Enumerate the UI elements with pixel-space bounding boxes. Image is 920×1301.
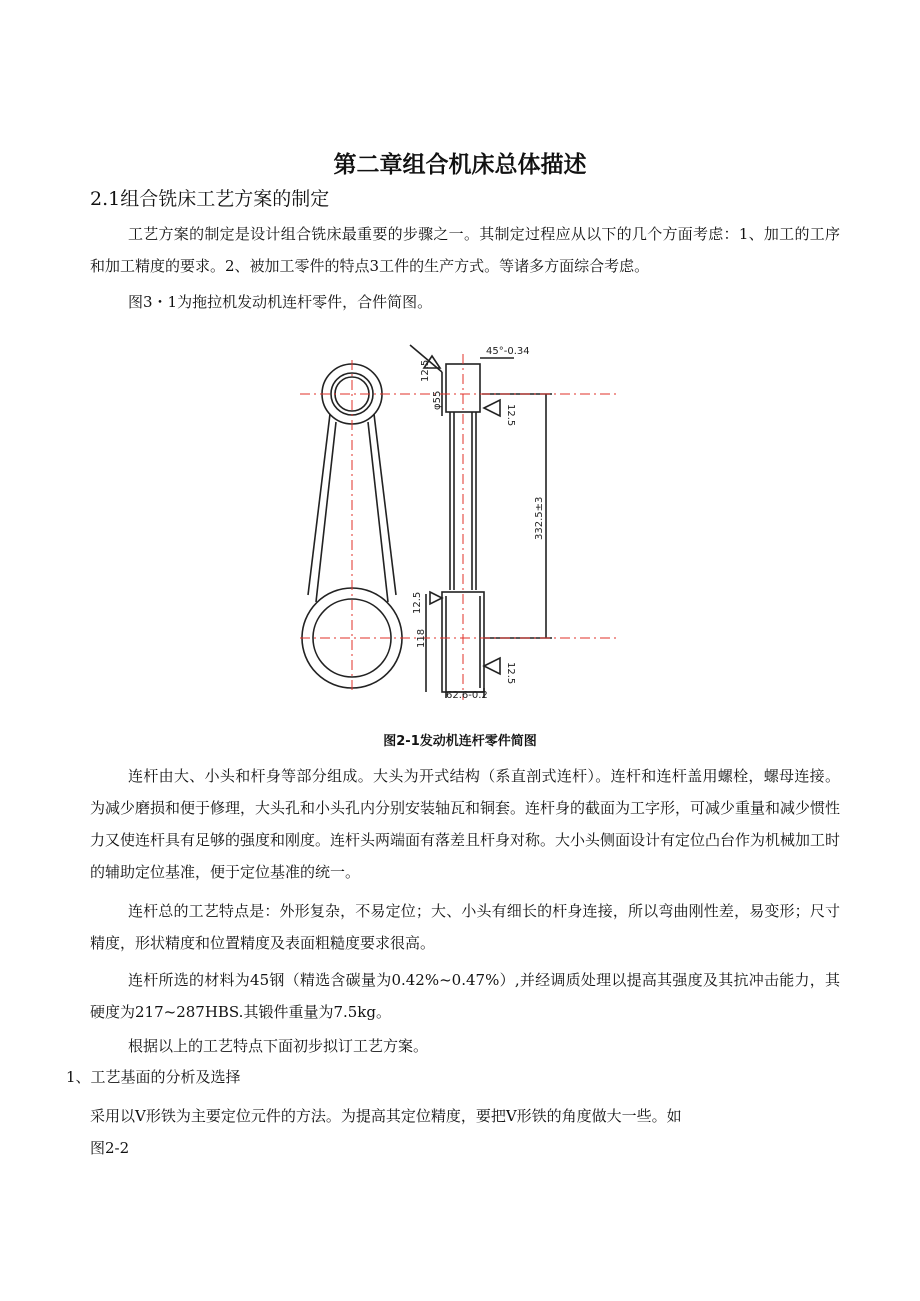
paragraph-1: 工艺方案的制定是设计组合铣床最重要的步骤之一。其制定过程应从以下的几个方面考虑：1、加工的工序和加工精度的要求。2、被加工零件的特点3工件的生产方式。等诸多方面综合考虑。 xyxy=(90,225,840,275)
figure-caption: 图2-1发动机连杆零件简图 xyxy=(383,734,537,749)
dim-rough-mid: 12.5 xyxy=(505,404,516,427)
chapter-title: 第二章组合机床总体描述 xyxy=(333,152,587,178)
paragraph-4: 连杆总的工艺特点是：外形复杂，不易定位；大、小头有细长的杆身连接，所以弯曲刚性差，易变形；尺寸精度，形状精度和位置精度及表面粗糙度要求很高。 xyxy=(90,902,840,952)
paragraph-2: 图3・1为拖拉机发动机连杆零件，合件简图。 xyxy=(128,293,433,311)
section-title: 2.1组合铣床工艺方案的制定 xyxy=(90,188,330,210)
paragraph-3: 连杆由大、小头和杆身等部分组成。大头为开式结构（系直剖式连杆）。连杆和连杆盖用螺栓，螺母连接。为减少磨损和便于修理，大头孔和小头孔内分别安装轴瓦和铜套。连杆身的截面为工字形，可减少重量和减少惯性力又使连杆具有足够的强度和刚度。连杆头两端面有落差且杆身对称。大小头侧面设计有定位凸台作为机械加工时的辅助定位基准，便于定位基准的统一。 xyxy=(90,767,841,881)
dim-rough-top: 12.5 xyxy=(420,359,431,382)
paragraph-5: 连杆所选的材料为45钢（精选含碳量为0.42%~0.47%）,并经调质处理以提高其强度及其抗冲击能力，其硬度为217~287HBS.其锻件重量为7.5kg。 xyxy=(90,971,840,1021)
roughness-symbol-mid xyxy=(484,400,500,416)
dim-length: 332.5±3 xyxy=(534,496,545,540)
dim-height: 118 xyxy=(416,628,427,648)
list-heading: 1、工艺基面的分析及选择 xyxy=(66,1068,241,1086)
paragraph-8: 图2-2 xyxy=(90,1139,130,1157)
connecting-rod-figure xyxy=(300,340,620,700)
dim-rough-bottom: 12.5 xyxy=(505,662,516,685)
paragraph-6: 根据以上的工艺特点下面初步拟订工艺方案。 xyxy=(128,1037,429,1055)
dim-width: 62.6-0.2 xyxy=(446,690,488,700)
roughness-symbol-bottom xyxy=(484,658,500,674)
dim-rough-low: 12.5 xyxy=(412,591,423,614)
roughness-symbol-low xyxy=(430,592,442,604)
dim-diameter: φ55 xyxy=(432,390,443,410)
paragraph-7: 采用以V形铁为主要定位元件的方法。为提高其定位精度，要把V形铁的角度做大一些。如 xyxy=(90,1107,682,1125)
dim-chamfer: 45°-0.34 xyxy=(486,346,530,357)
